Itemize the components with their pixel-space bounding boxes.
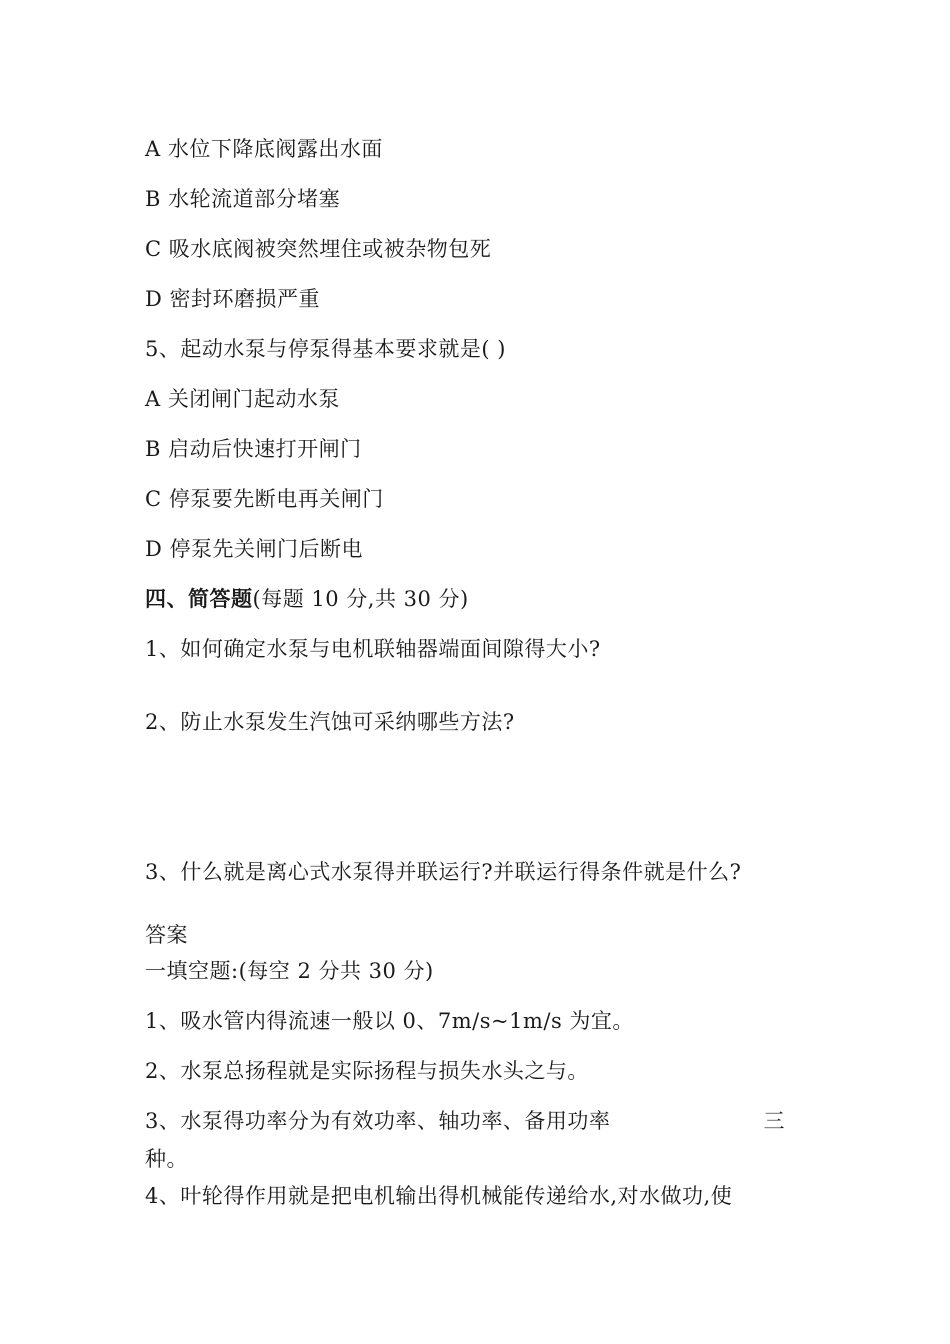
section-4-question-3: 3、什么就是离心式水泵得并联运行?并联运行得条件就是什么?	[145, 860, 742, 884]
q5-option-a: A 关闭闸门起动水泵	[145, 387, 340, 411]
q5-stem: 5、起动水泵与停泵得基本要求就是( )	[145, 337, 506, 361]
q4-option-c: C 吸水底阀被突然埋住或被杂物包死	[145, 237, 492, 261]
section-4-question-1: 1、如何确定水泵与电机联轴器端面间隙得大小?	[145, 637, 601, 661]
answer-4: 4、叶轮得作用就是把电机输出得机械能传递给水,对水做功,使	[145, 1184, 733, 1208]
q4-option-b: B 水轮流道部分堵塞	[145, 187, 341, 211]
q5-option-b: B 启动后快速打开闸门	[145, 437, 362, 461]
section-4-title: 四、简答题	[145, 586, 253, 611]
answer-3-line	[145, 1107, 785, 1135]
section-4-score: (每题 10 分,共 30 分)	[252, 587, 469, 611]
section-4-question-2: 2、防止水泵发生汽蚀可采纳哪些方法?	[145, 710, 515, 734]
q5-option-c: C 停泵要先断电再关闸门	[145, 487, 384, 511]
q4-option-a: A 水位下降底阀露出水面	[145, 137, 383, 161]
answer-3-continuation: 种。	[145, 1147, 188, 1171]
answers-heading: 答案	[145, 923, 188, 947]
answer-2: 2、水泵总扬程就是实际扬程与损失水头之与。	[145, 1059, 589, 1083]
answer-1: 1、吸水管内得流速一般以 0、7m/s~1m/s 为宜。	[145, 1009, 634, 1033]
q4-option-d: D 密封环磨损严重	[145, 287, 321, 311]
section-4-heading	[145, 585, 469, 613]
q5-option-d: D 停泵先关闸门后断电	[145, 537, 364, 561]
answer-3-text: 3、水泵得功率分为有效功率、轴功率、备用功率	[145, 1109, 611, 1133]
answers-section-1-title: 一填空题:(每空 2 分共 30 分)	[145, 959, 434, 983]
answer-3-blank-value: 三	[763, 1109, 785, 1133]
